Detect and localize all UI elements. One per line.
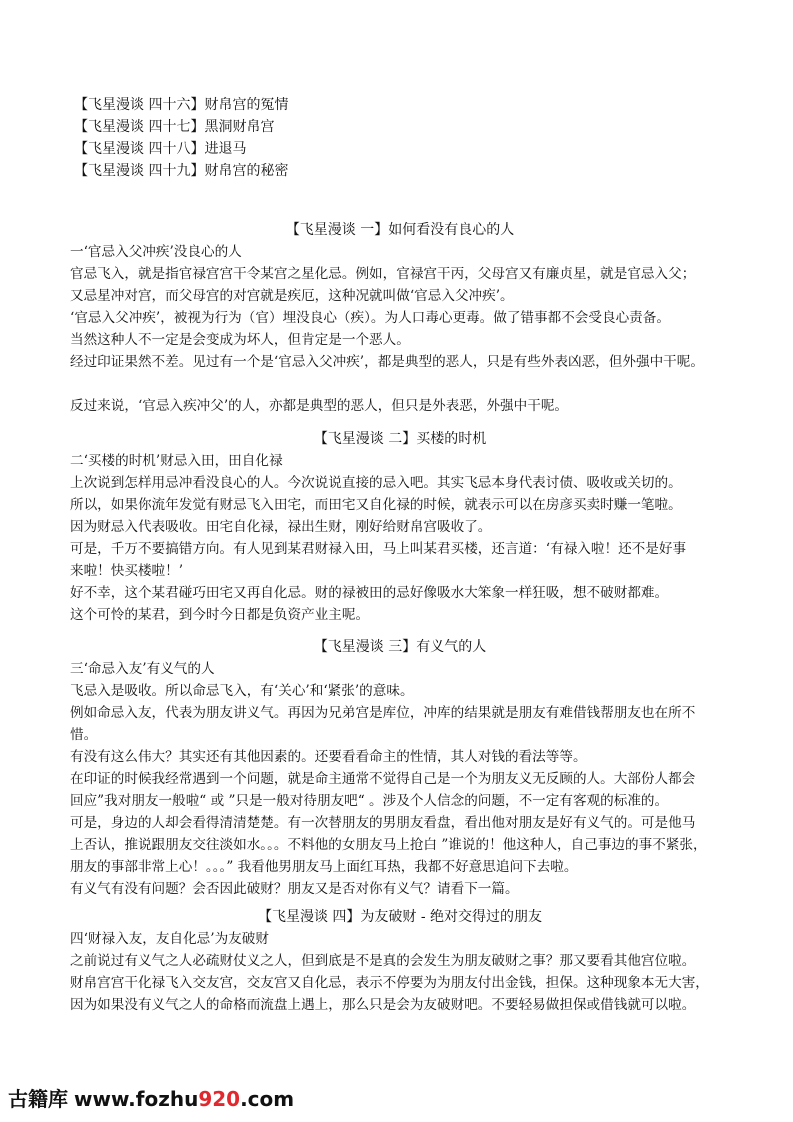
article-section-1 [70, 219, 730, 417]
paragraph: 当然这种人不一定是会变成为坏人，但肯定是一个恶人。 [70, 332, 410, 348]
site-watermark [8, 1083, 294, 1112]
paragraph: 好不幸，这个某君碰巧田宅又再自化忌。财的禄被田的忌好像吸水大笨象一样狂吸，想不破财都难。 [70, 585, 669, 601]
toc-item: 【飞星漫谈 四十八】进退马 [74, 141, 247, 157]
paragraph: 所以，如果你流年发觉有财忌飞入田宅，而田宅又自化禄的时候，就表示可以在房彦买卖时赚一笔啦。 [70, 497, 682, 513]
paragraph: 经过印证果然不差。见过有一个是‘官忌入父冲疾’，都是典型的恶人，只是有些外表凶恶，但外强中干呢。 [70, 354, 704, 370]
paragraph: 朋友的事部非常上心！。。。” 我看他男朋友马上面红耳热，我都不好意思追问下去啦。 [70, 859, 578, 875]
article-section-3 [70, 636, 730, 900]
article-section-2 [70, 428, 730, 626]
section-subtitle: 一‘官忌入父冲疾’没良心的人 [70, 244, 242, 260]
paragraph: 官忌飞入，就是指官禄宫宫干令某宫之星化忌。例如，官禄宫干丙，父母宫又有廉贞星，就是官忌入父； [70, 266, 696, 282]
toc-item: 【飞星漫谈 四十九】财帛宫的秘密 [74, 163, 289, 179]
paragraph: 这个可怜的某君，到今时今日都是负资产业主呢。 [70, 607, 370, 623]
paragraph: 来啦！快买楼啦！’ [70, 563, 184, 579]
watermark-brand: 古籍库 [8, 1087, 68, 1111]
section-title: 【飞星漫谈 四】为友破财 - 绝对交得过的朋友 [257, 909, 543, 925]
paragraph: 因为财忌入代表吸收。田宅自化禄，禄出生财，刚好给财帛宫吸收了。 [70, 519, 492, 535]
section-subtitle: 三‘命忌入友’有义气的人 [70, 661, 215, 677]
paragraph: 上次说到怎样用忌冲看没良心的人。今次说说直接的忌入吧。其实飞忌本身代表讨债、吸收或关切的。 [70, 475, 682, 491]
paragraph: 因为如果没有义气之人的命格而流盘上遇上，那么只是会为友破财吧。不要轻易做担保或借钱就可以啦。 [70, 997, 696, 1013]
paragraph: 在印证的时候我经常遇到一个问题，就是命主通常不觉得自己是一个为朋友义无反顾的人。大部份人都会 [70, 771, 696, 787]
paragraph: 又忌星冲对宫，而父母宫的对宫就是疾厄，这种况就叫做‘官忌入父冲疾’。 [70, 288, 514, 304]
paragraph: 有没有这么伟大？其实还有其他因素的。还要看看命主的性情，其人对钱的看法等等。 [70, 749, 587, 765]
paragraph: ‘官忌入父冲疾’，被视为行为（官）埋没良心（疾）。为人口毒心更毒。做了错事都不会受良心责备。 [70, 310, 670, 326]
section-title: 【飞星漫谈 一】如何看没有良心的人 [285, 222, 515, 238]
paragraph: 有义气有没有问题？会否因此破财？朋友又是否对你有义气？请看下一篇。 [70, 881, 519, 897]
paragraph: 例如命忌入友，代表为朋友讲义气。再因为兄弟宫是库位，冲库的结果就是朋友有难借钱帮朋友也在所不 [70, 705, 696, 721]
table-of-contents [74, 94, 288, 182]
paragraph: 财帛宫宫干化禄飞入交友宫，交友宫又自化忌，表示不停要为为朋友付出金钱，担保。这种现象本无大害， [70, 975, 709, 991]
paragraph: 可是，千万不要搞错方向。有人见到某君财禄入田，马上叫某君买楼，还言道：‘有禄入啦！还不是好事 [70, 541, 687, 557]
paragraph: 之前说过有义气之人必疏财仗义之人，但到底是不是真的会发生为朋友破财之事？那又要看其他宫位啦。 [70, 953, 696, 969]
toc-item: 【飞星漫谈 四十七】黑洞财帛宫 [74, 119, 275, 135]
section-title: 【飞星漫谈 三】有义气的人 [313, 639, 487, 655]
paragraph: 反过来说，‘官忌入疾冲父’的人，亦都是典型的恶人，但只是外表恶，外强中干呢。 [70, 398, 569, 414]
paragraph: 惜。 [70, 727, 98, 743]
toc-item: 【飞星漫谈 四十六】财帛宫的冤情 [74, 97, 289, 113]
paragraph: 可是，身边的人却会看得清清楚楚。有一次替朋友的男朋友看盘，看出他对朋友是好有义气的。可是他马 [70, 815, 696, 831]
section-subtitle: 二‘买楼的时机’财忌入田，田自化禄 [70, 453, 283, 469]
article-section-4 [70, 906, 730, 1016]
watermark-url: www.fozhu920.com [74, 1087, 295, 1111]
section-subtitle: 四‘财禄入友，友自化忌’为友破财 [70, 931, 269, 947]
paragraph: 回应”我对朋友一般啦“ 或 ”只是一般对待朋友吧“ 。涉及个人信念的问题，不一定有客观的标准的。 [70, 793, 669, 809]
paragraph: 上否认，推说跟朋友交往淡如水。。。不料他的女朋友马上抢白 ”谁说的！他这种人，自己事边的事不紧张， [70, 837, 707, 853]
paragraph: 飞忌入是吸收。所以命忌飞入，有‘关心’和‘紧张’的意味。 [70, 683, 414, 699]
section-title: 【飞星漫谈 二】买楼的时机 [313, 431, 487, 447]
